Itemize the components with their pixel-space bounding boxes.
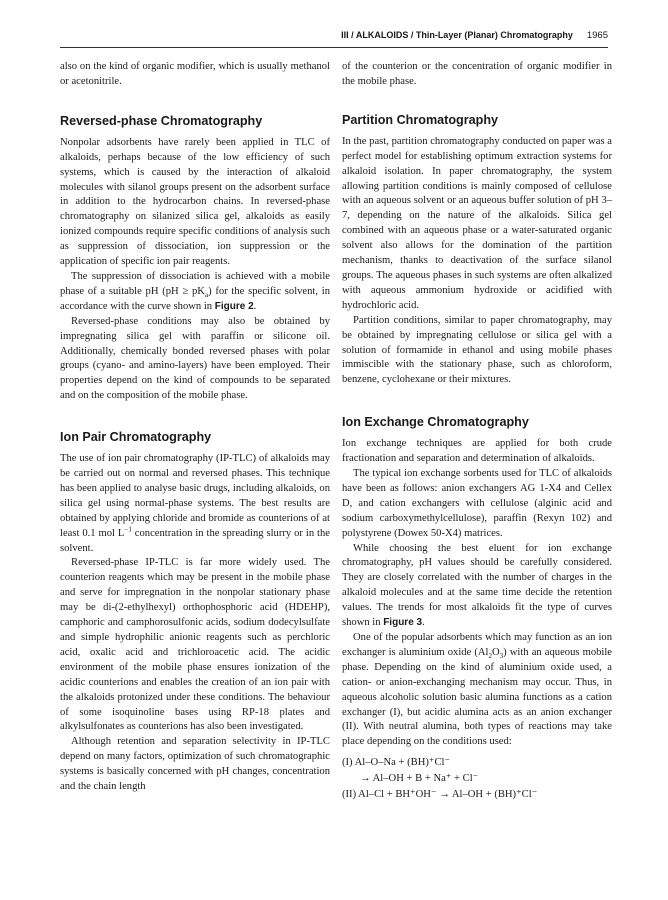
- right-intro-paragraph: of the counterion or the concentration of organic modifier in the mobile phase.: [342, 61, 612, 87]
- reversed-p2-end: .: [253, 300, 257, 312]
- figure-3-reference[interactable]: Figure 3: [383, 617, 423, 629]
- right-column: [342, 60, 612, 803]
- ionex-p3-end: .: [422, 617, 425, 629]
- partition-paragraph-2: Partition conditions, similar to paper chromatography, may be obtained by impregnating cellulose or silica gel with a solution of formamide in ethanol and using mobile phases immiscible with the stationary phase, such as chloroform, benzene, cyclohexane or their mixtures.: [342, 314, 612, 386]
- ionex-p4-mid: O: [492, 646, 500, 658]
- reversed-phase-paragraph-3: Reversed-phase conditions may also be obtained by impregnating silica gel with paraffin or silicone oil. Additionally, chemically bonded reversed phases with polar groups (cyano- and amino-layers) have been employed. Their properties depend on the kind of compounds to be separated and on the composition of the mobile phase.: [60, 315, 330, 402]
- heading-partition: Partition Chromatography: [342, 112, 499, 127]
- running-head-title: III / ALKALOIDS / Thin-Layer (Planar) Chromatography: [341, 30, 573, 40]
- ion-pair-paragraph-2: Reversed-phase IP-TLC is far more widely used. The counterion reagents which may be present in the mobile phase and serve for impregnation in the nonpolar stationary phase may be di-(2-ethylhexyl) orthophosphoric acid (HDEHP), camphoric and camphorosulfonic acids, sodium dodecylsulfate and simple hydrophilic anionic reagents such as perchloric acid, oxalic acid and trichloroacetic acid. The acidic environment of the mobile phase ensures ionization of the acidic counterions and enables the creation of an ion pair with the alkaloids protonized under these conditions. The behaviour of some isoquinoline bases using RP-18 plates and alkylsulfonates as counterions has also been investigated.: [60, 557, 330, 733]
- header-rule: [60, 47, 608, 48]
- partition-paragraph-1: In the past, partition chromatography conducted on paper was a perfect model for establishing optimum extraction systems for alkaloid isolation. In paper chromatography, the system allowing partition conditions is mainly composed of cellulose with an aqueous solvent or an aqueous buffer solution of pH 3–7, depending on the nature of the alkaloids. Silica gel combined with an aqueous phase or a water-saturated organic solvent also allows for the domination of the partition mechanism, thanks to deactivation of the surface silanol groups. The aqueous phases in such systems are often alkalized with aqueous ammonium hydroxide or acidified with hydrochloric acid.: [342, 135, 612, 311]
- ion-pair-paragraph-1: [60, 452, 330, 556]
- ionpair-p1-end: concentration in the spreading slurry or in the solvent.: [60, 527, 330, 554]
- page-number: 1965: [586, 30, 608, 41]
- ion-pair-paragraph-3: Although retention and separation selectivity in IP-TLC depend on many factors, optimization of such chromatographic systems is basically concerned with pH changes, concentration and the chain length: [60, 736, 330, 793]
- left-column: [60, 60, 330, 795]
- reversed-p2-sub: a: [204, 290, 209, 299]
- ionex-p3-start: While choosing the best eluent for ion exchange chromatography, pH values should be carefully considered. They are closely correlated with the number of charges in the alkaloid molecules and at the same time decide the retention values. The trends for most alkaloids fit the type of curves shown in: [342, 542, 612, 629]
- reversed-p2-mid: ) for the specific solvent, in accordance with the curve shown in: [60, 285, 331, 312]
- equation-2: (II) Al–Cl + BH⁺OH⁻ → Al–OH + (BH)⁺Cl⁻: [342, 789, 538, 801]
- ion-exchange-paragraph-1: Ion exchange techniques are applied for both crude fractionation and separation and determination of alkaloids.: [342, 438, 612, 465]
- ionex-p4-start: One of the popular adsorbents which may function as an ion exchanger is aluminium oxide (Al: [342, 632, 612, 658]
- heading-ion-exchange: Ion Exchange Chromatography: [342, 415, 529, 430]
- ion-exchange-paragraph-4: [342, 631, 612, 750]
- ionex-p4-sub1: 2: [488, 652, 492, 661]
- reversed-phase-paragraph-2: [60, 270, 330, 315]
- figure-2-reference[interactable]: Figure 2: [214, 300, 254, 312]
- left-intro-paragraph: also on the kind of organic modifier, which is usually methanol or acetonitrile.: [60, 61, 330, 87]
- ionex-p4-sub2: 3: [499, 652, 504, 661]
- ion-exchange-paragraph-2: The typical ion exchange sorbents used for TLC of alkaloids have been as follows: anion exchangers AG 1-X4 and Cellex D, and cation exchangers with cellulose (alginic acid and sodium carboxymethylcellulose), paraffin (Rexyn 102) and polystyrene (Dowex 50-X4) matrices.: [342, 468, 612, 539]
- running-head: [60, 30, 608, 44]
- reversed-phase-paragraph-1: Nonpolar adsorbents have rarely been applied in TLC of alkaloids, perhaps because of the low efficiency of such systems, which is caused by the interaction of alkaloid molecules with silanol groups present on the adsorbent surface in addition to the hydrocarbon chains. In reversed-phase chromatography on silanized silica gel, alkaloids as easily ionized compounds require specific conditions of analysis such as suppression of dissociation, ion suppression or the application of specific ion pair reagents.: [60, 136, 330, 268]
- ion-exchange-paragraph-3: [342, 542, 612, 631]
- ionpair-p1-start: The use of ion pair chromatography (IP-TLC) of alkaloids may be carried out on normal and reversed phases. This technique has been applied to analyse basic drugs, including alkaloids, on silica gel using normal-phase systems. The best results are obtained by applying chloride and bromide as counterions of at least 0.1 mol L: [60, 453, 330, 539]
- heading-ion-pair: Ion Pair Chromatography: [60, 430, 212, 445]
- heading-reversed-phase: Reversed-phase Chromatography: [60, 113, 263, 128]
- ionpair-p1-sup: −1: [124, 525, 132, 534]
- equation-1-line-1: (I) Al–O–Na + (BH)⁺Cl⁻: [342, 757, 451, 769]
- reversed-p2-start: The suppression of dissociation is achieved with a mobile phase of a suitable pH (pH ≥ pK: [60, 270, 330, 297]
- ionex-p4-end: ) with an aqueous mobile phase. Depending on the kind of aluminium oxide used, a cation- or anion-exchanging mechanism may occur. Thus, in aqueous alcoholic solution basic alumina functions as a cation exchanger (I), but acidic alumina acts as an anion exchanger (II). With neutral alumina, both types of reactions may take place depending on the conditions used:: [342, 646, 612, 748]
- equation-1-line-2: → Al–OH + B + Na⁺ + Cl⁻: [360, 773, 479, 785]
